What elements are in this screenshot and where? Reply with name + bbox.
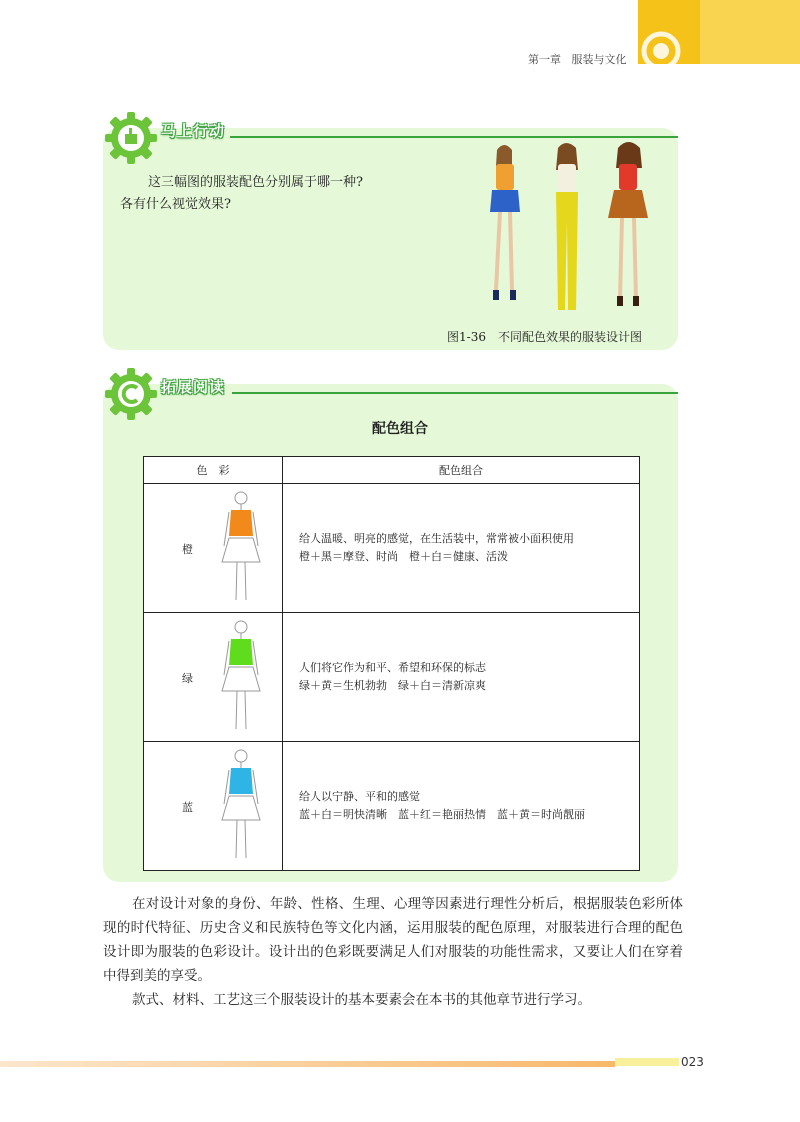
table-row <box>144 484 640 613</box>
page-number: 023 <box>681 1055 704 1069</box>
combination-cell <box>283 484 640 613</box>
reading-badge-line <box>232 392 678 394</box>
combination-line-2: 绿＋黄＝生机勃勃 绿＋白＝清新凉爽 <box>299 679 486 692</box>
table-row <box>144 613 640 742</box>
figure-red-brown <box>608 142 648 306</box>
mannequin-blue <box>216 746 266 866</box>
action-badge-line <box>230 136 678 138</box>
mannequin-green <box>216 617 266 737</box>
action-badge-label: 马上行动 <box>161 122 226 140</box>
body-text <box>103 892 683 1012</box>
color-cell <box>144 484 283 613</box>
gear-hand-icon <box>103 110 159 166</box>
header-corner-highlight <box>700 0 800 64</box>
color-combination-table <box>143 456 640 871</box>
action-badge <box>103 110 263 166</box>
action-question <box>120 172 363 216</box>
combination-line-2: 蓝＋白＝明快清晰 蓝＋红＝艳丽热情 蓝＋黄＝时尚靓丽 <box>299 808 585 821</box>
combination-cell <box>283 613 640 742</box>
footer-bar <box>0 1061 615 1067</box>
reading-badge-label: 拓展阅读 <box>161 378 226 396</box>
fashion-illustrations <box>466 140 666 320</box>
header-color: 色 彩 <box>144 457 283 484</box>
reading-badge <box>103 366 263 422</box>
table-title: 配色组合 <box>372 421 428 437</box>
question-line-2: 各有什么视觉效果? <box>120 197 231 212</box>
color-cell <box>144 742 283 871</box>
chapter-number: 第一章 <box>528 53 561 66</box>
gear-icon <box>103 366 159 422</box>
body-paragraph: 在对设计对象的身份、年龄、性格、生理、心理等因素进行理性分析后，根据服装色彩所体现的时代特征、历史含义和民族特色等文化内涵，运用服装的配色原理，对服装进行合理的配色设计即为服装的色彩设计。设计出的色彩既要满足人们对服装的功能性需求，又要让人们在穿着中得到美的享受。 <box>103 896 683 984</box>
footer-accent <box>615 1058 679 1066</box>
figure-caption: 图1-36 不同配色效果的服装设计图 <box>447 330 642 344</box>
gear-icon <box>638 28 684 74</box>
table-header-row <box>144 457 640 484</box>
body-paragraph: 款式、材料、工艺这三个服装设计的基本要素会在本书的其他章节进行学习。 <box>132 992 591 1008</box>
chapter-title: 服装与文化 <box>571 53 627 66</box>
combination-line-1: 给人温暖、明亮的感觉，在生活装中，常常被小面积使用 <box>299 532 574 545</box>
color-cell <box>144 613 283 742</box>
chapter-heading <box>528 51 627 67</box>
combination-line-1: 给人以宁静、平和的感觉 <box>299 790 420 803</box>
color-name: 蓝 <box>182 801 193 814</box>
mannequin-orange <box>216 488 266 608</box>
question-line-1: 这三幅图的服装配色分别属于哪一种? <box>148 175 363 190</box>
combination-cell <box>283 742 640 871</box>
combination-line-2: 橙＋黑＝摩登、时尚 橙＋白＝健康、活泼 <box>299 550 508 563</box>
color-name: 橙 <box>182 543 193 556</box>
table-row <box>144 742 640 871</box>
figure-orange-blue <box>490 145 520 300</box>
combination-line-1: 人们将它作为和平、希望和环保的标志 <box>299 661 486 674</box>
header-combination: 配色组合 <box>283 457 640 484</box>
figure-white-yellow <box>556 143 578 310</box>
color-name: 绿 <box>182 672 193 685</box>
